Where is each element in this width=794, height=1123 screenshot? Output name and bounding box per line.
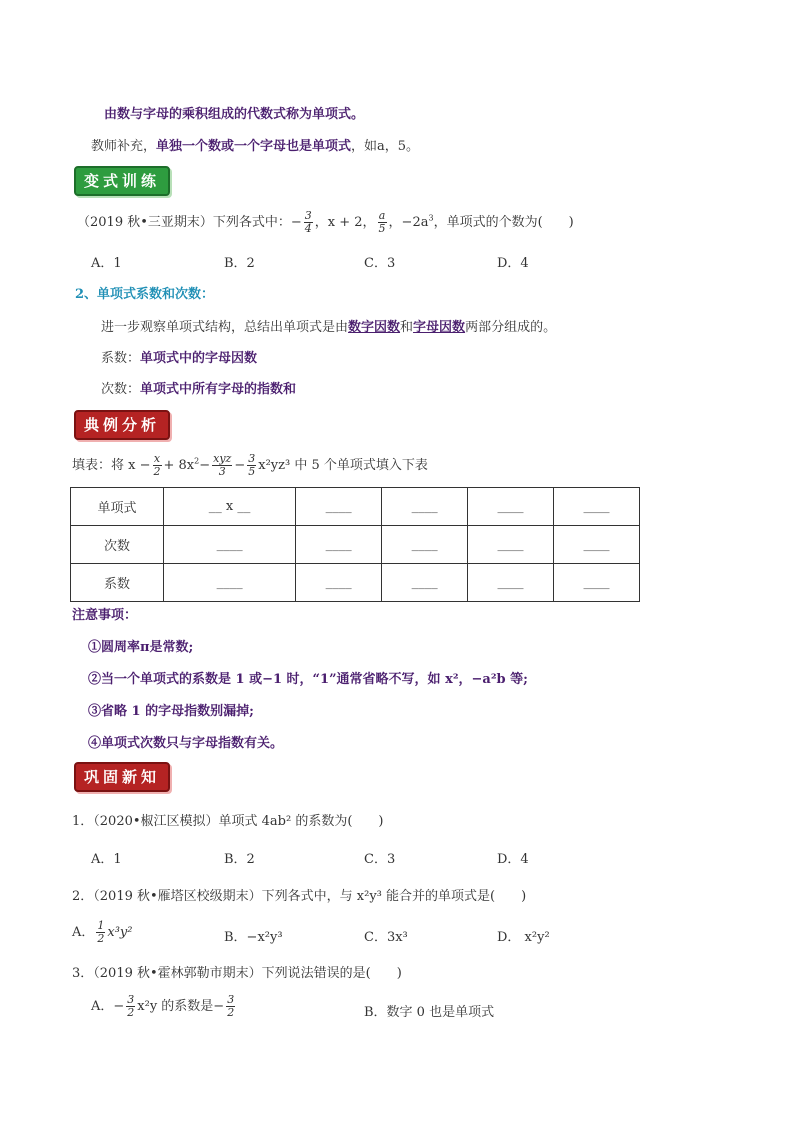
frac-num: 3 [127,993,135,1006]
table-row-label: 单项式 [71,488,164,526]
q1-option-a[interactable]: A．1 [91,852,122,867]
table-cell[interactable]: ____ [296,488,382,526]
fill-term: x²yz³ 中 5 个单项式填入下表 [258,458,428,473]
q2-option-a-term: x³y² [107,925,133,940]
q2-option-d[interactable]: D． x²y² [497,930,550,945]
table-cell[interactable]: ____ [164,526,296,564]
frac-num: x [153,452,161,465]
q2-option-a-frac [96,920,105,945]
note-item: ②当一个单项式的系数是 1 或−1 时，“1”通常省略不写，如 x²，−a²b 等; [88,672,528,687]
frac-den: 2 [97,932,105,945]
coefficient-def: 单项式中的字母因数 [140,351,258,366]
variant-q-mid: ，x + 2， [314,215,376,230]
table-cell[interactable]: ____ [554,488,640,526]
frac-num: a [378,209,386,222]
fill-table [70,487,640,602]
fill-frac-2 [212,453,232,478]
table-cell[interactable]: ____ [382,488,468,526]
notes-title: 注意事项： [72,608,138,623]
note-item: ④单项式次数只与字母指数有关。 [88,736,284,751]
fill-mid1: + 8x [163,458,195,473]
degree-line [101,378,296,397]
coefficient-label: 系数： [101,351,141,366]
question-3-text: 3．（2019 秋•霍林郭勒市期末）下列说法错误的是( ) [72,966,402,981]
observe-line [101,316,556,335]
fill-frac-3 [247,453,256,478]
q2-option-a[interactable] [72,920,133,945]
frac-den: 4 [304,222,312,235]
frac-num: 1 [97,919,105,932]
frac-den: 5 [248,465,256,478]
table-cell[interactable]: ____ [164,564,296,602]
variant-frac-1 [304,210,313,235]
badge-example-analysis: 典例分析 [74,410,170,440]
supplement-suffix: ，如a，5。 [351,139,420,154]
variant-q-tail: ，−2a [388,215,429,230]
fill-prefix: 填表：将 x − [72,458,151,473]
q3-option-b[interactable]: B．数字 0 也是单项式 [364,1005,495,1020]
observe-number-factor: 数字因数 [348,320,401,335]
frac-num: 3 [304,209,312,222]
table-cell[interactable]: ____ [382,564,468,602]
variant-option-a[interactable]: A．1 [91,256,122,271]
variant-option-c[interactable]: C．3 [364,256,396,271]
table-cell[interactable]: ____ [468,488,554,526]
table-row [71,526,640,564]
badge-consolidate: 巩固新知 [74,762,170,792]
fill-mid2: − [199,458,211,473]
observe-prefix: 进一步观察单项式结构，总结出单项式是由 [101,320,349,335]
variant-frac-2 [378,210,387,235]
q2-option-a-prefix: A． [72,925,95,940]
section2-title: 2、单项式系数和次数： [75,287,215,302]
q2-option-b[interactable]: B．−x²y³ [224,930,283,945]
frac-den: 2 [227,1006,235,1019]
degree-def: 单项式中所有字母的指数和 [140,382,297,397]
q3-option-a[interactable] [91,994,237,1019]
frac-num: 3 [248,452,256,465]
variant-q-suffix: ，单项式的个数为( ) [433,215,574,230]
observe-suffix: 两部分组成的。 [465,320,557,335]
question-2-text: 2．（2019 秋•雁塔区校级期末）下列各式中，与 x²y³ 能合并的单项式是( ) [72,889,527,904]
frac-den: 2 [153,465,161,478]
q1-option-d[interactable]: D．4 [497,852,529,867]
variant-question [77,210,574,235]
question-1-text: 1．（2020•椒江区模拟）单项式 4ab² 的系数为( ) [72,814,384,829]
table-cell[interactable]: ____ [468,526,554,564]
fill-mid1-exp: 2 [194,456,200,466]
table-row-label: 系数 [71,564,164,602]
variant-option-b[interactable]: B．2 [224,256,255,271]
observe-mid: 和 [400,320,414,335]
q3-option-a-frac-2 [226,994,235,1019]
frac-den: 2 [127,1006,135,1019]
badge-variant-training: 变式训练 [74,166,170,196]
supplement-line [91,135,419,154]
definition-text: 由数与字母的乘积组成的代数式称为单项式。 [104,107,365,122]
frac-den: 5 [378,222,386,235]
table-cell[interactable]: __ x __ [164,488,296,526]
variant-q-prefix: （2019 秋•三亚期末）下列各式中：− [77,215,302,230]
supplement-prefix: 教师补充， [91,139,157,154]
table-cell[interactable]: ____ [554,564,640,602]
q3-option-a-prefix: A．− [91,999,125,1014]
variant-option-d[interactable]: D．4 [497,256,529,271]
frac-num: xyz [213,452,232,465]
note-item: ③省略 1 的字母指数别漏掉; [88,704,254,719]
degree-label: 次数： [101,382,141,397]
table-cell[interactable]: ____ [382,526,468,564]
table-row [71,488,640,526]
supplement-bold: 单独一个数或一个字母也是单项式 [156,139,352,154]
frac-num: 3 [227,993,235,1006]
fill-frac-1 [153,453,162,478]
table-cell[interactable]: ____ [468,564,554,602]
q3-option-a-frac-1 [126,994,135,1019]
table-row [71,564,640,602]
q3-option-a-mid: x²y 的系数是− [137,999,225,1014]
table-cell[interactable]: ____ [296,564,382,602]
fill-instruction [72,453,428,478]
q2-option-c[interactable]: C．3x³ [364,930,408,945]
frac-den: 3 [218,465,226,478]
observe-letter-factor: 字母因数 [413,320,466,335]
q1-option-b[interactable]: B．2 [224,852,255,867]
table-cell[interactable]: ____ [296,526,382,564]
variant-q-tail-exp: 3 [428,213,434,223]
fill-mid3: − [234,458,246,473]
table-row-label: 次数 [71,526,164,564]
note-item: ①圆周率π是常数; [88,640,194,655]
table-cell[interactable]: ____ [554,526,640,564]
q1-option-c[interactable]: C．3 [364,852,396,867]
coefficient-line [101,347,257,366]
